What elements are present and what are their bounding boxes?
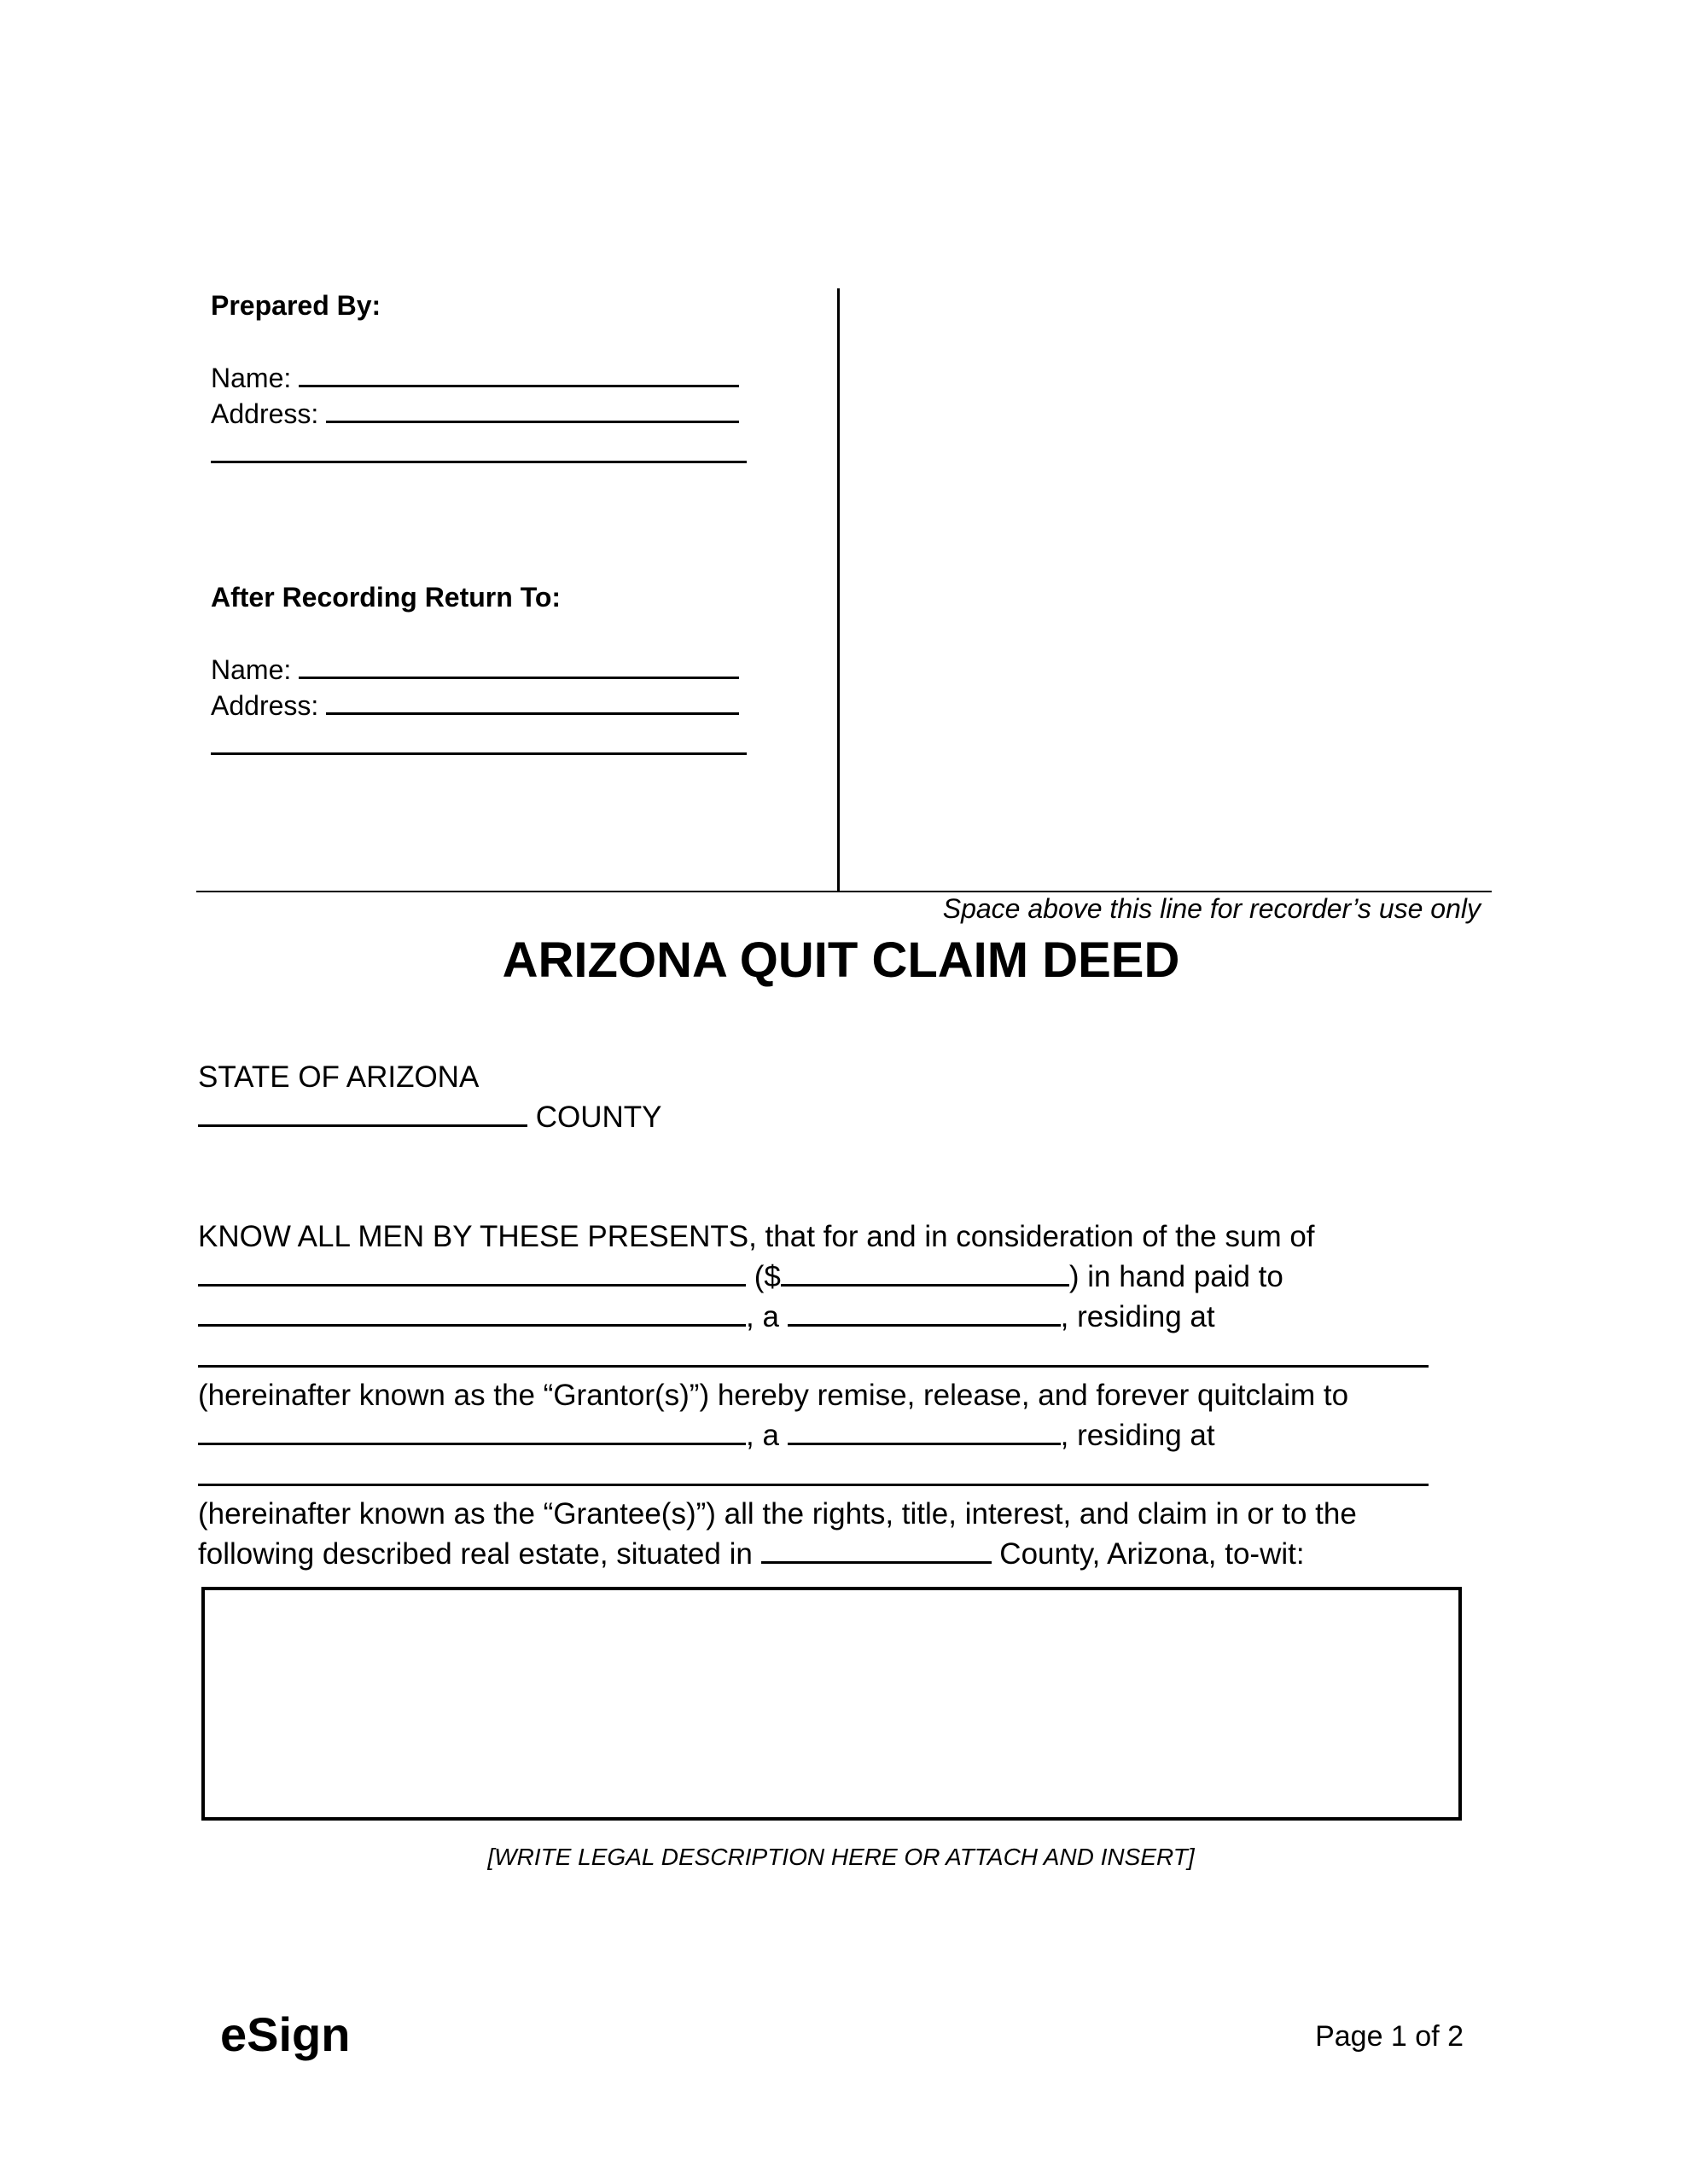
- return-to-heading: After Recording Return To:: [211, 582, 562, 613]
- grantee-name-field[interactable]: [198, 1420, 746, 1445]
- grantee-status-field[interactable]: [788, 1420, 1061, 1445]
- consideration-dollar-open: ($: [754, 1260, 781, 1293]
- para-line-1: KNOW ALL MEN BY THESE PRESENTS, that for and in consideration of the sum of: [198, 1220, 1315, 1253]
- recorder-note: Space above this line for recorder’s use only: [942, 893, 1481, 924]
- return-to-name-label: Name:: [211, 654, 292, 685]
- prepared-by-address-label: Address:: [211, 398, 319, 429]
- county-arizona-text: County, Arizona, to-wit:: [999, 1537, 1305, 1571]
- page-title: ARIZONA QUIT CLAIM DEED: [502, 932, 1180, 988]
- grantor-residing-text: , residing at: [1060, 1300, 1215, 1333]
- return-to-name-row: [211, 654, 739, 686]
- prepared-by-address-field[interactable]: [326, 398, 739, 423]
- situated-in-text: following described real estate, situated in: [198, 1537, 753, 1571]
- grantee-residing-text: , residing at: [1060, 1419, 1215, 1452]
- para-line-8: (hereinafter known as the “Grantee(s)”) all the rights, title, interest, and claim in or to the: [198, 1497, 1357, 1531]
- consideration-close: ) in hand paid to: [1068, 1260, 1283, 1293]
- para-line-6: [198, 1419, 1215, 1453]
- esign-logo: eSign: [220, 2007, 351, 2061]
- para-line-2: [198, 1260, 1283, 1294]
- prepared-by-name-row: [211, 363, 739, 394]
- consideration-amount-field[interactable]: [781, 1262, 1069, 1287]
- return-to-address-line2[interactable]: [211, 752, 747, 755]
- grantee-address-field[interactable]: [198, 1484, 1429, 1486]
- county-field[interactable]: [198, 1102, 527, 1127]
- return-to-address-row: [211, 690, 739, 722]
- prepared-by-name-field[interactable]: [299, 363, 739, 387]
- county-suffix: COUNTY: [535, 1101, 662, 1134]
- prepared-by-address-line2[interactable]: [211, 461, 747, 463]
- grantor-status-field[interactable]: [788, 1302, 1061, 1327]
- recorder-horizontal-line: [196, 891, 1492, 892]
- grantor-a-text: , a: [746, 1300, 779, 1333]
- return-to-address-label: Address:: [211, 690, 319, 721]
- recorder-vertical-divider: [837, 288, 840, 892]
- state-line: STATE OF ARIZONA: [198, 1060, 480, 1094]
- legal-description-box[interactable]: [201, 1587, 1462, 1821]
- legal-description-caption: [WRITE LEGAL DESCRIPTION HERE OR ATTACH AND INSERT]: [487, 1844, 1195, 1870]
- county-row: [198, 1101, 662, 1135]
- page-number: Page 1 of 2: [1315, 2020, 1464, 2053]
- grantee-a-text: , a: [746, 1419, 779, 1452]
- prepared-by-heading: Prepared By:: [211, 290, 381, 321]
- grantor-name-field[interactable]: [198, 1302, 746, 1327]
- return-to-address-field[interactable]: [326, 690, 739, 715]
- grantor-address-field[interactable]: [198, 1365, 1429, 1368]
- para-line-3: [198, 1300, 1215, 1334]
- prepared-by-name-label: Name:: [211, 363, 292, 393]
- return-to-name-field[interactable]: [299, 654, 739, 679]
- para-line-5: (hereinafter known as the “Grantor(s)”) hereby remise, release, and forever quitclaim to: [198, 1379, 1349, 1412]
- prepared-by-address-row: [211, 398, 739, 430]
- property-county-field[interactable]: [761, 1539, 992, 1564]
- consideration-words-field[interactable]: [198, 1262, 746, 1287]
- para-line-9: [198, 1537, 1305, 1571]
